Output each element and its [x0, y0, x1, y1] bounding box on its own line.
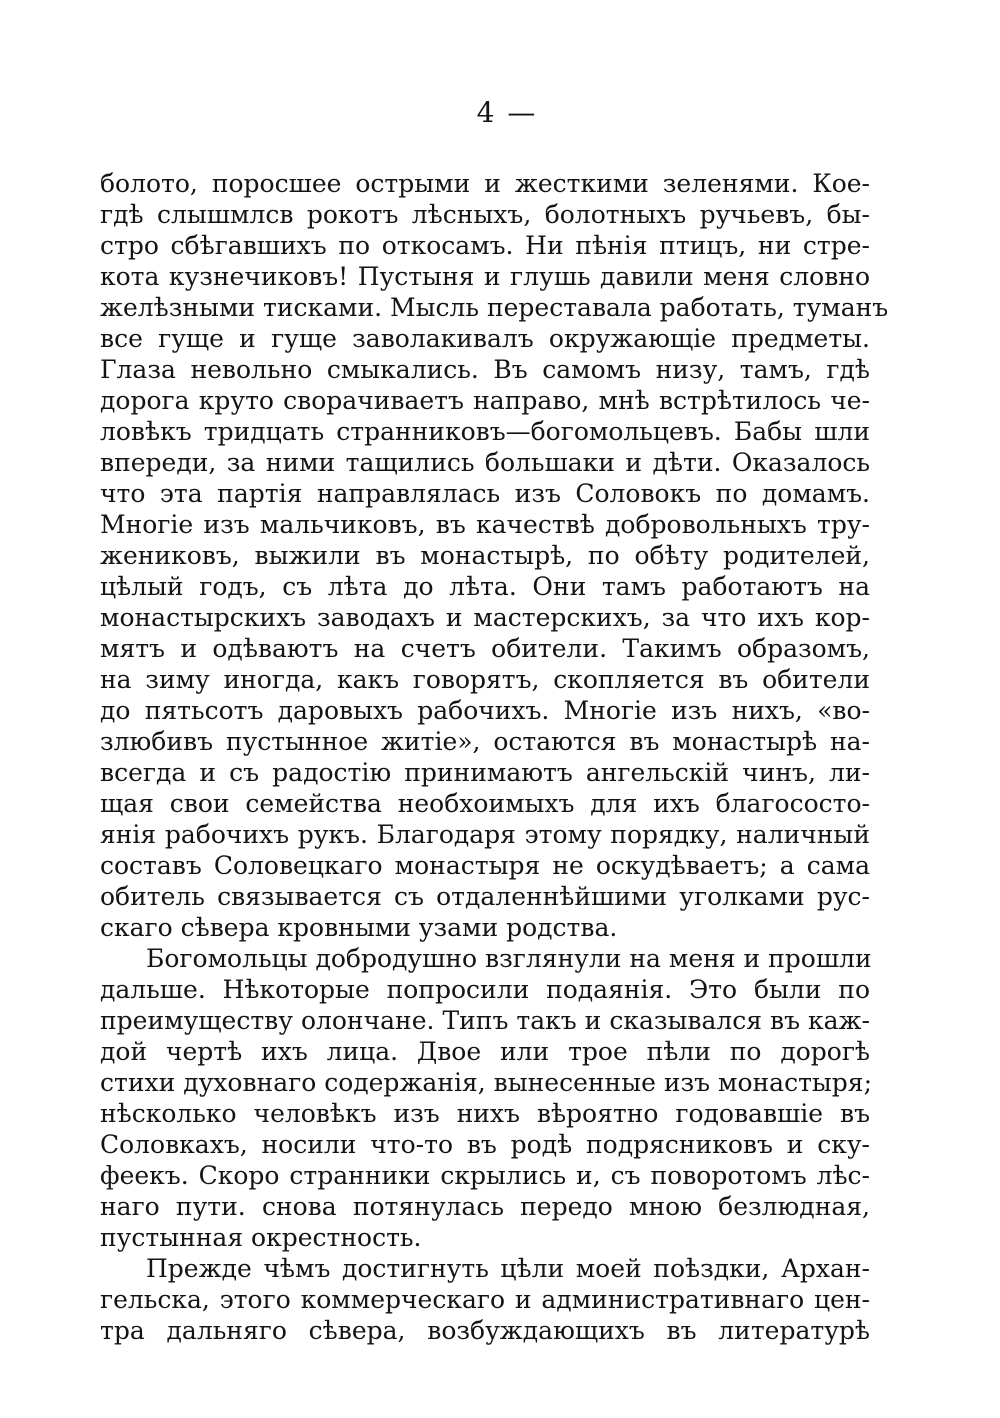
text-line: монастырскихъ заводахъ и мастерскихъ, за что ихъ кор-	[100, 603, 870, 632]
text-line: цѣлый годъ, съ лѣта до лѣта. Они тамъ работаютъ на	[100, 572, 870, 601]
text-line: Многіе изъ мальчиковъ, въ качествѣ добровольныхъ тру-	[100, 510, 870, 539]
text-line: щая свои семейства необхоимыхъ для ихъ благососто-	[100, 789, 870, 818]
paragraph-3	[100, 1253, 870, 1346]
text-line: преимуществу олончане. Типъ такъ и сказывался въ каж-	[100, 1006, 870, 1035]
text-line: стро сбѣгавшихъ по откосамъ. Ни пѣнія птицъ, ни стре-	[100, 231, 870, 260]
text-line: Прежде чѣмъ достигнуть цѣли моей поѣздки, Архан-	[146, 1254, 870, 1283]
paragraph-2	[100, 943, 870, 1253]
text-line: составъ Соловецкаго монастыря не оскудѣваетъ; а сама	[100, 851, 870, 880]
text-line: на зиму иногда, какъ говорятъ, скопляется въ обители	[100, 665, 870, 694]
text-line: дорога круто сворачиваетъ направо, мнѣ встрѣтилось че-	[100, 386, 870, 415]
text-line: Богомольцы добродушно взглянули на меня и прошли	[146, 944, 872, 973]
text-line: Глаза невольно смыкались. Въ самомъ низу, тамъ, гдѣ	[100, 355, 870, 384]
text-line: стихи духовнаго содержанія, вынесенные изъ монастыря;	[100, 1068, 872, 1097]
text-line: что эта партія направлялась изъ Соловокъ по домамъ.	[100, 479, 870, 508]
text-line: гельска, этого коммерческаго и административнаго цен-	[100, 1285, 870, 1314]
text-line: желѣзными тисками. Мысль переставала работать, туманъ	[100, 293, 889, 322]
text-line: дальше. Нѣкоторые попросили подаянія. Это были по	[100, 975, 870, 1004]
text-line: нѣсколько человѣкъ изъ нихъ вѣроятно годовавшіе въ	[100, 1099, 870, 1128]
text-line: обитель связывается съ отдаленнѣйшими уголками рус-	[100, 882, 870, 911]
text-line: дой чертѣ ихъ лица. Двое или трое пѣли по дорогѣ	[100, 1037, 870, 1066]
text-line: злюбивъ пустынное житіе», остаются въ монастырѣ на-	[100, 727, 870, 756]
text-line: пустынная окрестность.	[100, 1223, 422, 1252]
text-line: мятъ и одѣваютъ на счетъ обители. Такимъ образомъ,	[100, 634, 870, 663]
text-line: жениковъ, выжили въ монастырѣ, по обѣту родителей,	[100, 541, 870, 570]
text-line: Соловкахъ, носили что-то въ родѣ подрясниковъ и ску-	[100, 1130, 870, 1159]
text-line: феекъ. Скоро странники скрылись и, съ поворотомъ лѣс-	[100, 1161, 870, 1190]
text-line: болото, поросшее острыми и жесткими зеленями. Кое-	[100, 169, 870, 198]
page-number: 4 —	[476, 96, 538, 129]
text-line: янія рабочихъ рукъ. Благодаря этому порядку, наличный	[100, 820, 870, 849]
text-line: скаго сѣвера кровными узами родства.	[100, 913, 618, 942]
text-line: наго пути. снова потянулась передо мною безлюдная,	[100, 1192, 870, 1221]
text-line: кота кузнечиковъ! Пустыня и глушь давили меня словно	[100, 262, 870, 291]
text-line: все гуще и гуще заволакивалъ окружающіе предметы.	[100, 324, 870, 353]
paragraph-1	[100, 168, 889, 943]
text-line: впереди, за ними тащились большаки и дѣти. Оказалось	[100, 448, 870, 477]
text-line: до пятьсотъ даровыхъ рабочихъ. Многіе изъ нихъ, «во-	[100, 696, 870, 725]
body-text	[100, 168, 889, 1346]
text-line: всегда и съ радостію принимаютъ ангельскій чинъ, ли-	[100, 758, 870, 787]
text-line: гдѣ слышмлсв рокотъ лѣсныхъ, болотныхъ ручьевъ, бы-	[100, 200, 870, 229]
text-line: ловѣкъ тридцать странниковъ—богомольцевъ. Бабы шли	[100, 417, 870, 446]
text-line: тра дальняго сѣвера, возбуждающихъ въ литературѣ	[100, 1316, 870, 1345]
